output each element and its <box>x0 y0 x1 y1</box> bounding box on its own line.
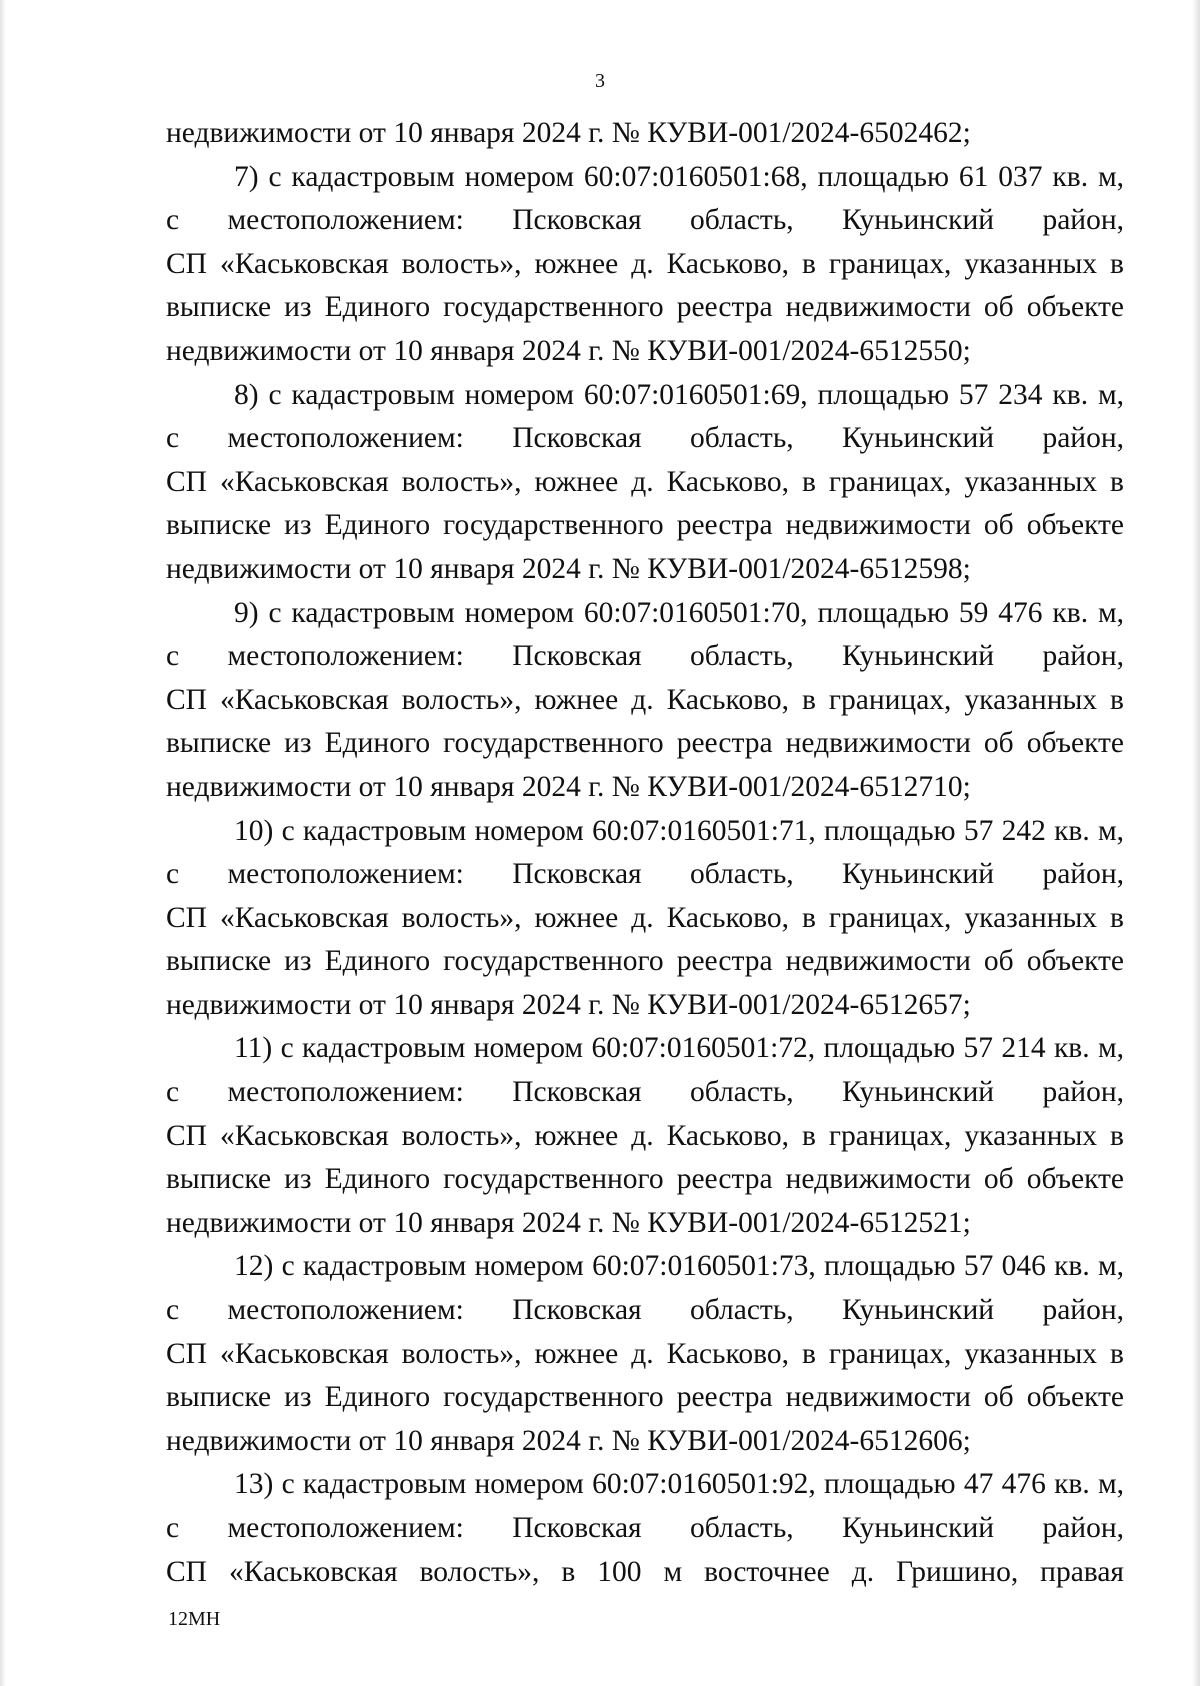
text-line: недвижимости от 10 января 2024 г. № КУВИ-001/2024-6512657; <box>166 988 971 1021</box>
text-line: 13) с кадастровым номером 60:07:0160501:92, площадью 47 476 кв. м, <box>234 1468 1124 1501</box>
text-line: недвижимости от 10 января 2024 г. № КУВИ-001/2024-6512710; <box>166 770 971 803</box>
text-line: СП «Каськовская волость», южнее д. Каськово, в границах, указанных в <box>166 465 1124 498</box>
page-number: 3 <box>595 70 605 92</box>
text-line: 10) с кадастровым номером 60:07:0160501:71, площадью 57 242 кв. м, <box>234 814 1124 847</box>
text-line: СП «Каськовская волость», южнее д. Каськово, в границах, указанных в <box>166 901 1124 934</box>
text-line: выписке из Единого государственного реестра недвижимости об объекте <box>166 945 1124 978</box>
text-line: выписке из Единого государственного реестра недвижимости об объекте <box>166 1163 1124 1196</box>
text-line: недвижимости от 10 января 2024 г. № КУВИ-001/2024-6502462; <box>166 117 971 149</box>
text-line: 7) с кадастровым номером 60:07:0160501:68, площадью 61 037 кв. м, <box>234 160 1124 193</box>
scan-edge-left <box>0 0 6 1686</box>
text-line: недвижимости от 10 января 2024 г. № КУВИ-001/2024-6512606; <box>166 1424 971 1457</box>
text-line: СП «Каськовская волость», в 100 м восточнее д. Гришино, правая <box>166 1555 1124 1588</box>
text-line: с местоположением: Псковская область, Куньинский район, <box>166 422 1124 455</box>
text-line: выписке из Единого государственного реестра недвижимости об объекте <box>166 727 1124 760</box>
text-line: 12) с кадастровым номером 60:07:0160501:73, площадью 57 046 кв. м, <box>234 1250 1124 1283</box>
text-line: с местоположением: Псковская область, Куньинский район, <box>166 1294 1124 1327</box>
text-line: недвижимости от 10 января 2024 г. № КУВИ-001/2024-6512550; <box>166 334 971 367</box>
text-line: выписке из Единого государственного реестра недвижимости об объекте <box>166 509 1124 542</box>
text-line: с местоположением: Псковская область, Куньинский район, <box>166 1512 1124 1544</box>
text-line: выписке из Единого государственного реестра недвижимости об объекте <box>166 291 1124 324</box>
text-line: с местоположением: Псковская область, Куньинский район, <box>166 858 1124 891</box>
text-line: выписке из Единого государственного реестра недвижимости об объекте <box>166 1381 1124 1414</box>
text-line: СП «Каськовская волость», южнее д. Каськово, в границах, указанных в <box>166 247 1124 280</box>
text-line: СП «Каськовская волость», южнее д. Каськово, в границах, указанных в <box>166 683 1124 716</box>
text-line: с местоположением: Псковская область, Куньинский район, <box>166 640 1124 673</box>
text-line: 8) с кадастровым номером 60:07:0160501:69, площадью 57 234 кв. м, <box>234 378 1124 411</box>
text-line: с местоположением: Псковская область, Куньинский район, <box>166 1076 1124 1109</box>
text-line: 9) с кадастровым номером 60:07:0160501:70, площадью 59 476 кв. м, <box>234 596 1124 629</box>
footer-code: 12МН <box>168 1608 221 1630</box>
text-line: недвижимости от 10 января 2024 г. № КУВИ-001/2024-6512521; <box>166 1206 971 1239</box>
text-line: СП «Каськовская волость», южнее д. Каськово, в границах, указанных в <box>166 1119 1124 1152</box>
text-line: 11) с кадастровым номером 60:07:0160501:72, площадью 57 214 кв. м, <box>234 1032 1124 1065</box>
document-body <box>166 112 1124 1594</box>
text-line: с местоположением: Псковская область, Куньинский район, <box>166 204 1124 237</box>
text-line: СП «Каськовская волость», южнее д. Каськово, в границах, указанных в <box>166 1337 1124 1370</box>
scan-edge-right <box>1192 0 1200 1686</box>
text-line: недвижимости от 10 января 2024 г. № КУВИ-001/2024-6512598; <box>166 552 971 585</box>
